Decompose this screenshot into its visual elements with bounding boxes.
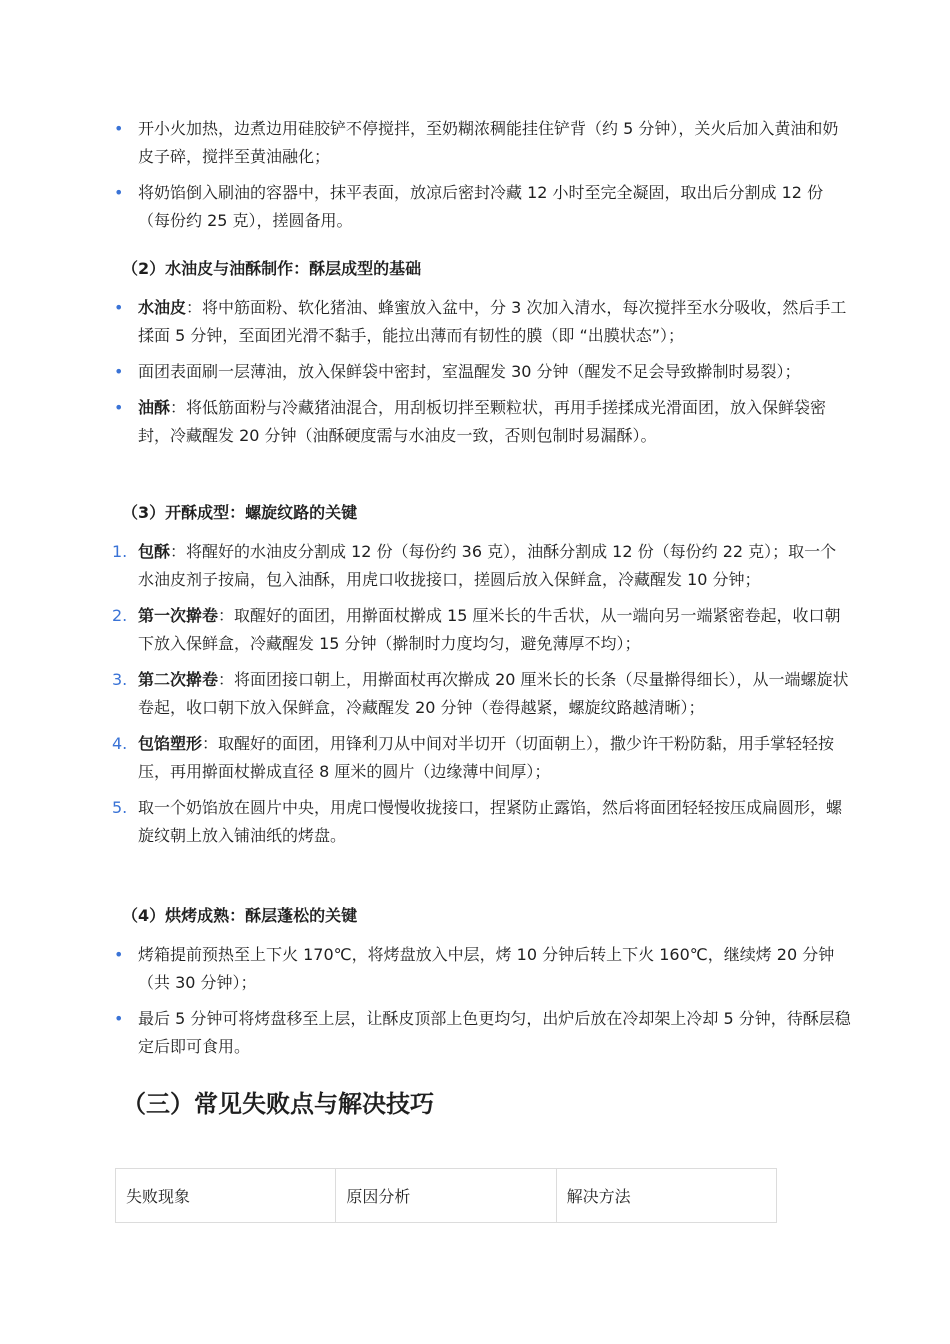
bullet-dot-icon: •: [114, 1009, 124, 1028]
list-item: [112, 941, 852, 997]
list-item-text: 面团表面刷一层薄油，放入保鲜袋中密封，室温醒发 30 分钟（醒发不足会导致擀制时易裂）；: [138, 362, 801, 381]
list-number: 2.: [112, 606, 128, 625]
list-item-text: 最后 5 分钟可将烤盘移至上层，让酥皮顶部上色更均匀，出炉后放在冷却架上冷却 5 分钟，待酥层稳定后即可食用。: [138, 1009, 851, 1056]
bullet-dot-icon: •: [114, 119, 124, 138]
list-item-text: 取一个奶馅放在圆片中央，用虎口慢慢收拢接口，捏紧防止露馅，然后将面团轻轻按压成扁圆形，螺旋纹朝上放入铺油纸的烤盘。: [138, 798, 843, 845]
heading-common-failures: （三）常见失败点与解决技巧: [122, 1090, 434, 1118]
list-item-text: ：取醒好的面团，用擀面杖擀成 15 厘米长的牛舌状，从一端向另一端紧密卷起，收口朝下放入保鲜盒，冷藏醒发 15 分钟（擀制时力度均匀，避免薄厚不均）；: [138, 606, 841, 653]
table-header-row: [116, 1169, 777, 1223]
table-header-cell: 失败现象: [116, 1169, 336, 1223]
heading-baking: （4）烘烤成熟：酥层蓬松的关键: [122, 906, 358, 925]
list-item: [112, 294, 852, 350]
list-item-text: ：将低筋面粉与冷藏猪油混合，用刮板切拌至颗粒状，再用手搓揉成光滑面团，放入保鲜袋密封，冷藏醒发 20 分钟（油酥硬度需与水油皮一致，否则包制时易漏酥）。: [138, 398, 827, 445]
list-item: [112, 730, 852, 786]
list-item: [112, 179, 852, 235]
list-item-text: ：将中筋面粉、软化猪油、蜂蜜放入盆中，分 3 次加入清水，每次搅拌至水分吸收，然后手工揉面 5 分钟，至面团光滑不黏手，能拉出薄而有韧性的膜（即 “出膜状态”）；: [138, 298, 847, 345]
list-item-text: 将奶馅倒入刷油的容器中，抹平表面，放凉后密封冷藏 12 小时至完全凝固，取出后分割成 12 份（每份约 25 克），搓圆备用。: [138, 183, 824, 230]
list-item-bold: 第一次擀卷: [138, 606, 219, 625]
list-number: 5.: [112, 798, 128, 817]
bullet-dot-icon: •: [114, 298, 124, 317]
heading-water-oil-dough: （2）水油皮与油酥制作：酥层成型的基础: [122, 259, 422, 278]
list-item: [112, 666, 852, 722]
list-item: [112, 794, 852, 850]
list-item-bold: 包馅塑形: [138, 734, 203, 753]
heading-layering-shaping: （3）开酥成型：螺旋纹路的关键: [122, 503, 358, 522]
list-item-text: 开小火加热，边煮边用硅胶铲不停搅拌，至奶糊浓稠能挂住铲背（约 5 分钟），关火后加入黄油和奶皮子碎，搅拌至黄油融化；: [138, 119, 839, 166]
list-number: 4.: [112, 734, 128, 753]
bullet-dot-icon: •: [114, 398, 124, 417]
table-header-cell: 原因分析: [336, 1169, 556, 1223]
list-item: [112, 394, 852, 450]
list-item-bold: 水油皮: [138, 298, 187, 317]
list-item: [112, 538, 852, 594]
list-item-text: ：取醒好的面团，用锋利刀从中间对半切开（切面朝上），撒少许干粉防黏，用手掌轻轻按压，再用擀面杖擀成直径 8 厘米的圆片（边缘薄中间厚）；: [138, 734, 835, 781]
failure-table: [115, 1168, 777, 1223]
list-item: [112, 358, 852, 386]
list-item: [112, 115, 852, 171]
bullet-dot-icon: •: [114, 362, 124, 381]
bullet-dot-icon: •: [114, 945, 124, 964]
table-header-cell: 解决方法: [556, 1169, 776, 1223]
water-oil-dough-list: [112, 294, 852, 450]
baking-steps-list: [112, 941, 852, 1061]
list-item-bold: 第二次擀卷: [138, 670, 219, 689]
list-item-text: ：将面团接口朝上，用擀面杖再次擀成 20 厘米长的长条（尽量擀得细长），从一端螺旋状卷起，收口朝下放入保鲜盒，冷藏醒发 20 分钟（卷得越紧，螺旋纹路越清晰）；: [138, 670, 849, 717]
list-item-text: 烤箱提前预热至上下火 170℃，将烤盘放入中层，烤 10 分钟后转上下火 160℃，继续烤 20 分钟（共 30 分钟）；: [138, 945, 835, 992]
list-item: [112, 602, 852, 658]
list-number: 3.: [112, 670, 128, 689]
list-item-text: ：将醒好的水油皮分割成 12 份（每份约 36 克），油酥分割成 12 份（每份约 22 克）；取一个水油皮剂子按扁，包入油酥，用虎口收拢接口，搓圆后放入保鲜盒，冷藏醒发 10 分钟；: [138, 542, 837, 589]
list-item-bold: 油酥: [138, 398, 171, 417]
milk-filling-steps-list: [112, 115, 852, 235]
bullet-dot-icon: •: [114, 183, 124, 202]
list-number: 1.: [112, 542, 128, 561]
layering-steps-list: [112, 538, 852, 850]
list-item-bold: 包酥: [138, 542, 171, 561]
list-item: [112, 1005, 852, 1061]
